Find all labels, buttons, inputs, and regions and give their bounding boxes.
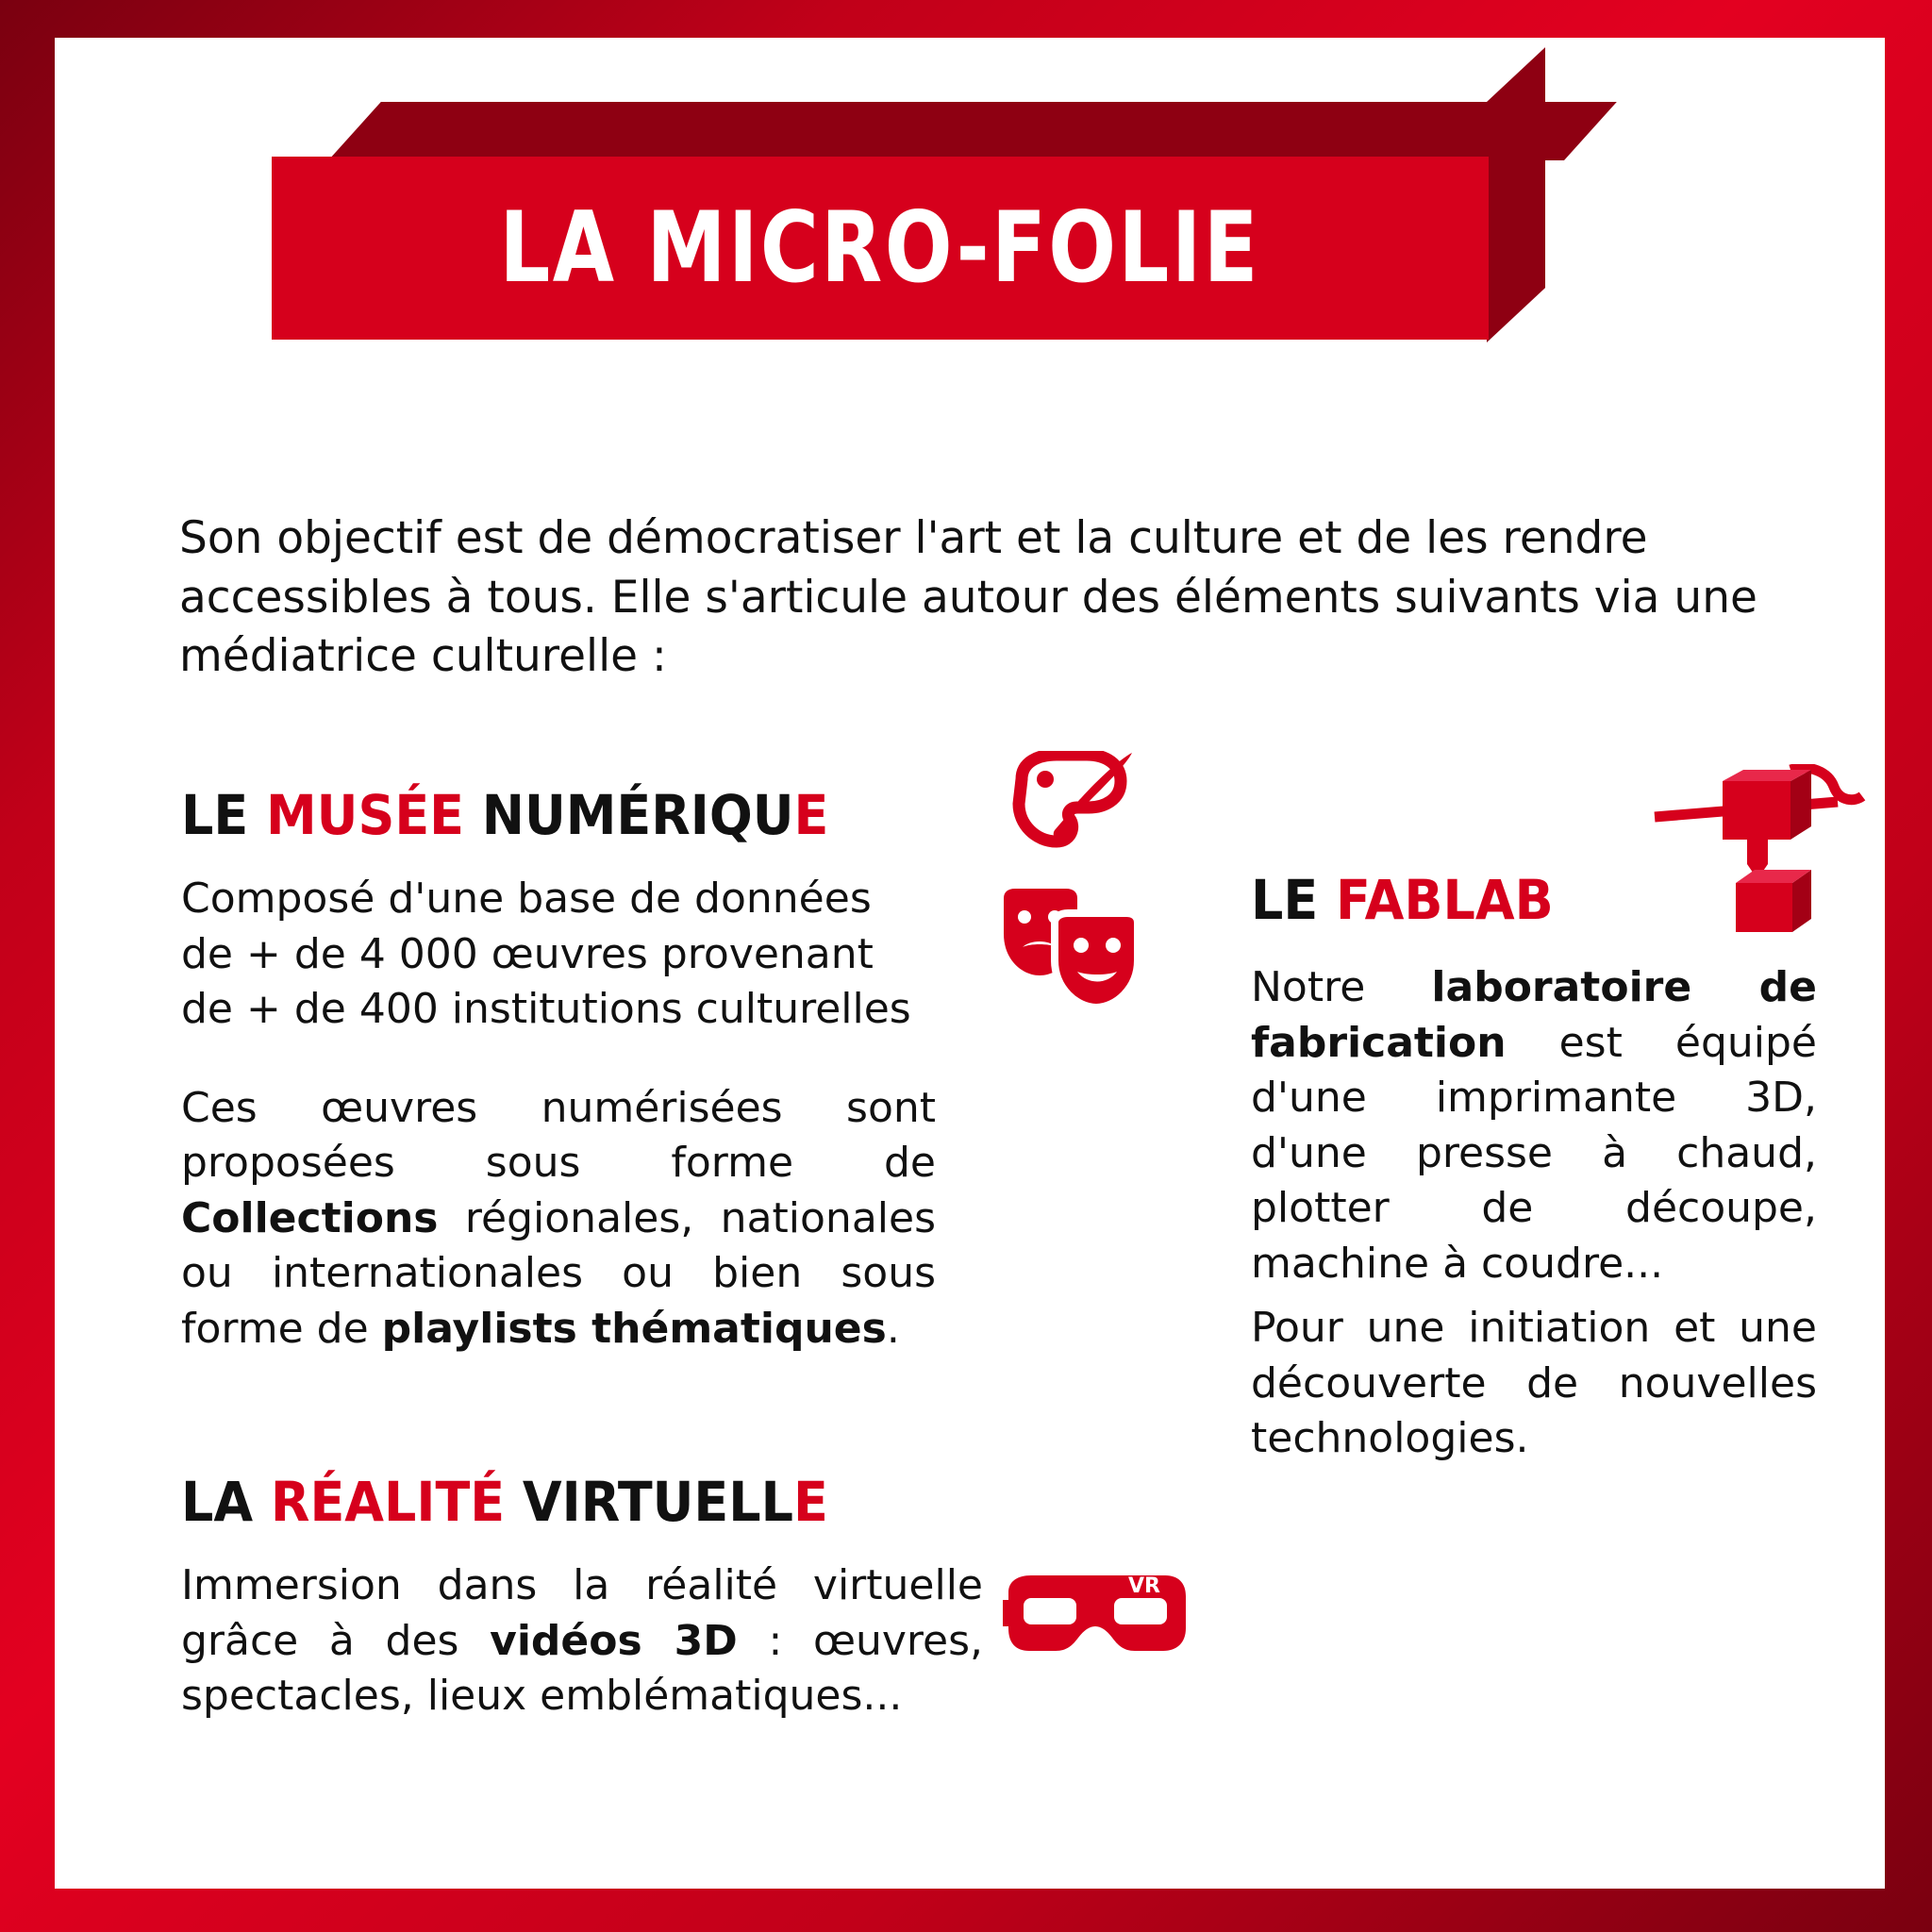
fablab-p1-part-c: est équipé d'une imprimante 3D, d'une presse à chaud, plotter de découpe, machine à coudre... xyxy=(1251,1018,1817,1288)
vr-p-bold-videos3d: vidéos 3D xyxy=(490,1616,738,1665)
banner xyxy=(272,102,1611,357)
vr-paragraph xyxy=(181,1558,983,1724)
section-heading-musee-numerique xyxy=(181,783,944,847)
banner-side-face xyxy=(1487,47,1545,342)
vr-heading-part-3: VIRTUELL xyxy=(505,1470,794,1535)
musee-p2-bold-playlists: playlists thématiques xyxy=(381,1304,887,1353)
musee-paragraph-1: Composé d'une base de données de + de 4 000 œuvres provenant de + de 400 institutions culturelles xyxy=(181,874,911,1034)
heading-part-4: E xyxy=(793,783,829,847)
brush-palette-icon xyxy=(1008,751,1140,869)
fablab-p1-part-a: Notre xyxy=(1251,963,1432,1011)
page-title: LA MICRO-FOLIE xyxy=(499,192,1261,305)
heading-part-3: NUMÉRIQU xyxy=(464,783,794,847)
banner-front-face xyxy=(272,157,1489,340)
heading-part-1: LE xyxy=(181,783,267,847)
fablab-paragraph-1 xyxy=(1251,960,1817,1291)
banner-top-face xyxy=(328,102,1617,160)
musee-p2-bold-collections: Collections xyxy=(181,1193,439,1242)
vr-badge-label: VR xyxy=(1128,1574,1160,1598)
column-left xyxy=(181,783,1002,1724)
vr-heading-part-4: E xyxy=(793,1470,828,1535)
section-heading-realite-virtuelle xyxy=(181,1470,944,1534)
intro-paragraph: Son objectif est de démocratiser l'art et la culture et de les rendre accessibles à tous. Elle s'articule autour des éléments suivants via une médiatrice culturelle : xyxy=(179,512,1757,682)
fablab-p1-bold-labo: laboratoire de fabrication xyxy=(1251,963,1817,1067)
fablab-heading-part-2: FABLAB xyxy=(1336,868,1554,932)
vr-p-part-c: : œuvres, spectacles, lieux emblématiques... xyxy=(181,1616,983,1721)
vr-heading-part-2: RÉALITÉ xyxy=(270,1470,506,1535)
musee-paragraph-2 xyxy=(181,1081,936,1357)
3d-printer-icon xyxy=(1649,764,1866,943)
musee-p2-part-c: régionales, nationales ou internationales ou bien sous forme de xyxy=(181,1193,936,1353)
poster-card xyxy=(55,38,1885,1889)
theatre-masks-icon xyxy=(998,885,1140,1017)
column-right xyxy=(1251,868,1826,1467)
fablab-paragraph-2: Pour une initiation et une découverte de nouvelles technologies. xyxy=(1251,1304,1817,1463)
column-spacer xyxy=(181,1357,1002,1470)
vr-heading-part-1: LA xyxy=(181,1470,271,1535)
vr-p-part-a: Immersion dans la réalité virtuelle grâce à des xyxy=(181,1561,983,1665)
vr-headset-icon xyxy=(1003,1566,1191,1670)
musee-p2-part-e: . xyxy=(886,1304,900,1353)
musee-p2-part-a: Ces œuvres numérisées sont proposées sous forme de xyxy=(181,1083,936,1188)
heading-part-2: MUSÉE xyxy=(266,783,465,847)
fablab-heading-part-1: LE xyxy=(1251,868,1337,932)
